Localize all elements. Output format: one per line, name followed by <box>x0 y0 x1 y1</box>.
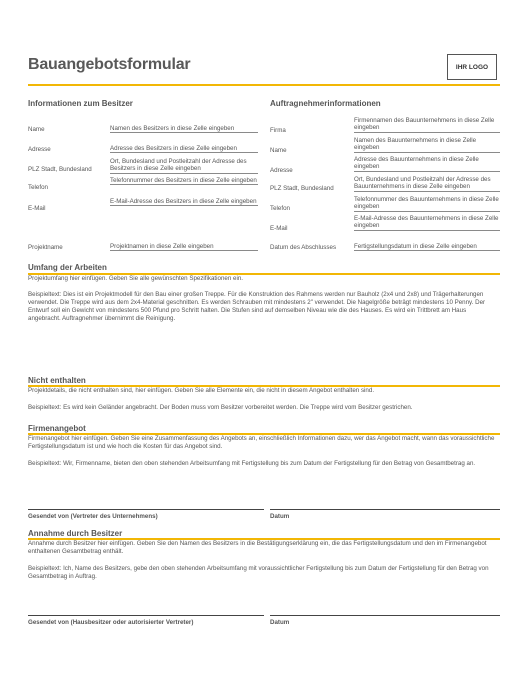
contractor-email-field[interactable]: E-Mail-Adresse des Bauunternehmens in diese Zelle eingeben <box>354 215 499 230</box>
contractor-name-label: Name <box>270 147 287 154</box>
contractor-phone-label: Telefon <box>270 205 290 212</box>
owner-address-field[interactable]: Adresse des Besitzers in diese Zelle eingeben <box>110 145 258 153</box>
owner-phone-field[interactable]: Telefonnummer des Besitzers in diese Zelle eingeben <box>110 177 257 184</box>
contractor-email-label: E-Mail <box>270 225 288 232</box>
scope-example: Beispieltext: Dies ist ein Projektmodell für den Bau einer großen Treppe. Für die Konstruktion des Rahmens werden nur Bauholz (2x4 und 2x8) und Trägerhalterungen verwendet. Die Treppe wird aus dem 2x4-Material geschnitten. Es werden Schrauben mit mindestens 2" verwendet. Die Nagelgröße beträgt mindestens 10 Penny. Der Entwurf soll ein Gewicht von mindestens 500 Pfund pro Schritt halten. Die Stufen sind auf demselben Niveau wie die des Hauses. Es wird ein Trittbrett am Haus angebracht. Auftragnehmer übernimmt die Reinigung. <box>28 291 486 322</box>
project-name-label: Projektname <box>28 244 63 251</box>
acceptance-date-label: Datum <box>270 619 290 626</box>
contractor-company-field[interactable]: Firmennamen des Bauunternehmens in diese Zelle eingeben <box>354 117 500 133</box>
owner-city-label: PLZ Stadt, Bundesland <box>28 166 92 173</box>
offer-signature-line[interactable] <box>28 509 264 510</box>
offer-title: Firmenangebot <box>28 424 86 433</box>
excluded-example: Beispieltext: Es wird kein Geländer angebracht. Der Boden muss vom Besitzer vorbereitet werden. Die Treppe wird vom Besitzer gestrichen. <box>28 404 413 411</box>
owner-email-field[interactable]: E-Mail-Adresse des Besitzers in diese Zelle eingeben <box>110 198 257 205</box>
contractor-address-label: Adresse <box>270 167 293 174</box>
contractor-city-field[interactable]: Ort, Bundesland und Postleitzahl der Adresse des Bauunternehmens in diese Zelle eingeben <box>354 176 500 192</box>
acceptance-title: Annahme durch Besitzer <box>28 529 123 538</box>
excluded-title: Nicht enthalten <box>28 376 86 385</box>
excluded-intro: Projektdetails, die nicht enthalten sind, hier einfügen. Geben Sie alle Elemente ein, die nicht in diesem Angebot enthalten sind. <box>28 387 375 394</box>
contractor-city-label: PLZ Stadt, Bundesland <box>270 185 334 192</box>
offer-signature-label: Gesendet von (Vertreter des Unternehmens) <box>28 513 158 520</box>
acceptance-signature-label: Gesendet von (Hausbesitzer oder autorisierter Vertreter) <box>28 619 194 626</box>
header-divider <box>28 84 500 86</box>
completion-date-field[interactable]: Fertigstellungsdatum in diese Zelle eingeben <box>354 243 500 251</box>
owner-address-label: Adresse <box>28 146 51 153</box>
offer-intro: Firmenangebot hier einfügen. Geben Sie eine Zusammenfassung des Angebots an, einschließlich Informationen dazu, wer das Angebot macht, wann das voraussichtliche Fertigstellungsdatum ist und wie hoch die Kosten für das Angebot sind. <box>28 435 495 450</box>
logo-placeholder: IHR LOGO <box>447 54 497 80</box>
contractor-phone-field[interactable]: Telefonnummer des Bauunternehmens in diese Zelle eingeben <box>354 196 499 211</box>
page-title: Bauangebotsformular <box>28 56 191 73</box>
contractor-heading: Auftragnehmerinformationen <box>270 99 381 108</box>
contractor-address-field[interactable]: Adresse des Bauunternehmens in diese Zelle eingeben <box>354 156 500 172</box>
acceptance-date-line[interactable] <box>270 615 500 616</box>
owner-name-label: Name <box>28 126 45 133</box>
scope-title: Umfang der Arbeiten <box>28 263 107 272</box>
contractor-company-label: Firma <box>270 127 286 134</box>
offer-date-line[interactable] <box>270 509 500 510</box>
owner-email-label: E-Mail <box>28 205 46 212</box>
offer-date-label: Datum <box>270 513 290 520</box>
scope-intro: Projektumfang hier einfügen. Geben Sie alle gewünschten Spezifikationen ein. <box>28 275 243 282</box>
owner-city-field[interactable]: Ort, Bundesland und Postleitzahl der Adresse des Besitzers in diese Zelle eingeben <box>110 158 258 174</box>
owner-name-field[interactable]: Namen des Besitzers in diese Zelle eingeben <box>110 125 258 133</box>
owner-heading: Informationen zum Besitzer <box>28 99 133 108</box>
offer-example: Beispieltext: Wir, Firmenname, bieten den oben stehenden Arbeitsumfang mit Fertigstellung bis zum Datum der Fertigstellung für den Betrag von Gesamtbetrag an. <box>28 460 476 467</box>
acceptance-signature-line[interactable] <box>28 615 264 616</box>
contractor-name-field[interactable]: Namen des Bauunternehmens in diese Zelle eingeben <box>354 137 500 153</box>
completion-date-label: Datum des Abschlusses <box>270 244 337 251</box>
acceptance-example: Beispieltext: Ich, Name des Besitzers, gebe den oben stehenden Arbeitsumfang mit voraussichtlicher Fertigstellung bis zum Datum der Fertigstellung für den Betrag von Gesamtbetrag in Auftrag. <box>28 565 489 580</box>
project-name-field[interactable]: Projektnamen in diese Zelle eingeben <box>110 243 258 251</box>
acceptance-intro: Annahme durch Besitzer hier einfügen. Geben Sie den Namen des Besitzers in die Bestätigungserklärung ein, die das Fertigstellungsdatum und den im Firmenangebot enthaltenen Gesamtbetrag enthält. <box>28 540 487 555</box>
owner-phone-label: Telefon <box>28 184 48 191</box>
